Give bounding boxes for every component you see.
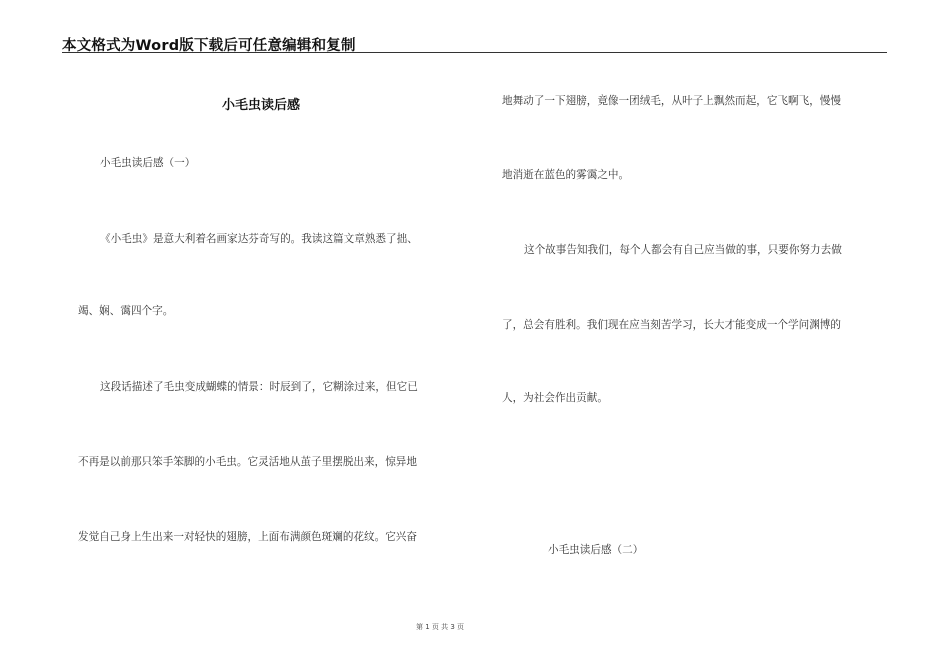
paragraph-line: 这段话描述了毛虫变成蝴蝶的情景：时辰到了，它糊涂过来，但它已	[100, 381, 418, 393]
paragraph-line: 地消逝在蓝色的雾霭之中。	[502, 169, 630, 181]
paragraph-line: 了，总会有胜利。我们现在应当刻苦学习，长大才能变成一个学问渊博的	[502, 319, 841, 331]
header-rule	[62, 52, 887, 53]
subtitle-one: 小毛虫读后感（一）	[100, 157, 196, 169]
document-banner: 本文格式为Word版下载后可任意编辑和复制	[62, 38, 356, 54]
document-title: 小毛虫读后感	[221, 98, 300, 113]
paragraph-line: 这个故事告知我们，每个人都会有自己应当做的事，只要你努力去做	[524, 244, 842, 256]
paragraph-line: 人，为社会作出贡献。	[502, 392, 608, 404]
paragraph-line: 不再是以前那只笨手笨脚的小毛虫。它灵活地从茧子里摆脱出来，惊异地	[78, 456, 417, 468]
paragraph-line: 发觉自己身上生出来一对轻快的翅膀，上面布满颜色斑斓的花纹。它兴奋	[78, 531, 417, 543]
paragraph-line: 地舞动了一下翅膀，竟像一团绒毛，从叶子上飘然而起，它飞啊飞，慢慢	[502, 95, 841, 107]
page-footer: 第 1 页 共 3 页	[415, 623, 465, 631]
paragraph-line: 《小毛虫》是意大利着名画家达芬奇写的。我读这篇文章熟悉了拙、	[100, 233, 418, 245]
paragraph-line: 竭、娴、霭四个字。	[78, 305, 174, 317]
subtitle-two: 小毛虫读后感（二）	[548, 544, 644, 556]
